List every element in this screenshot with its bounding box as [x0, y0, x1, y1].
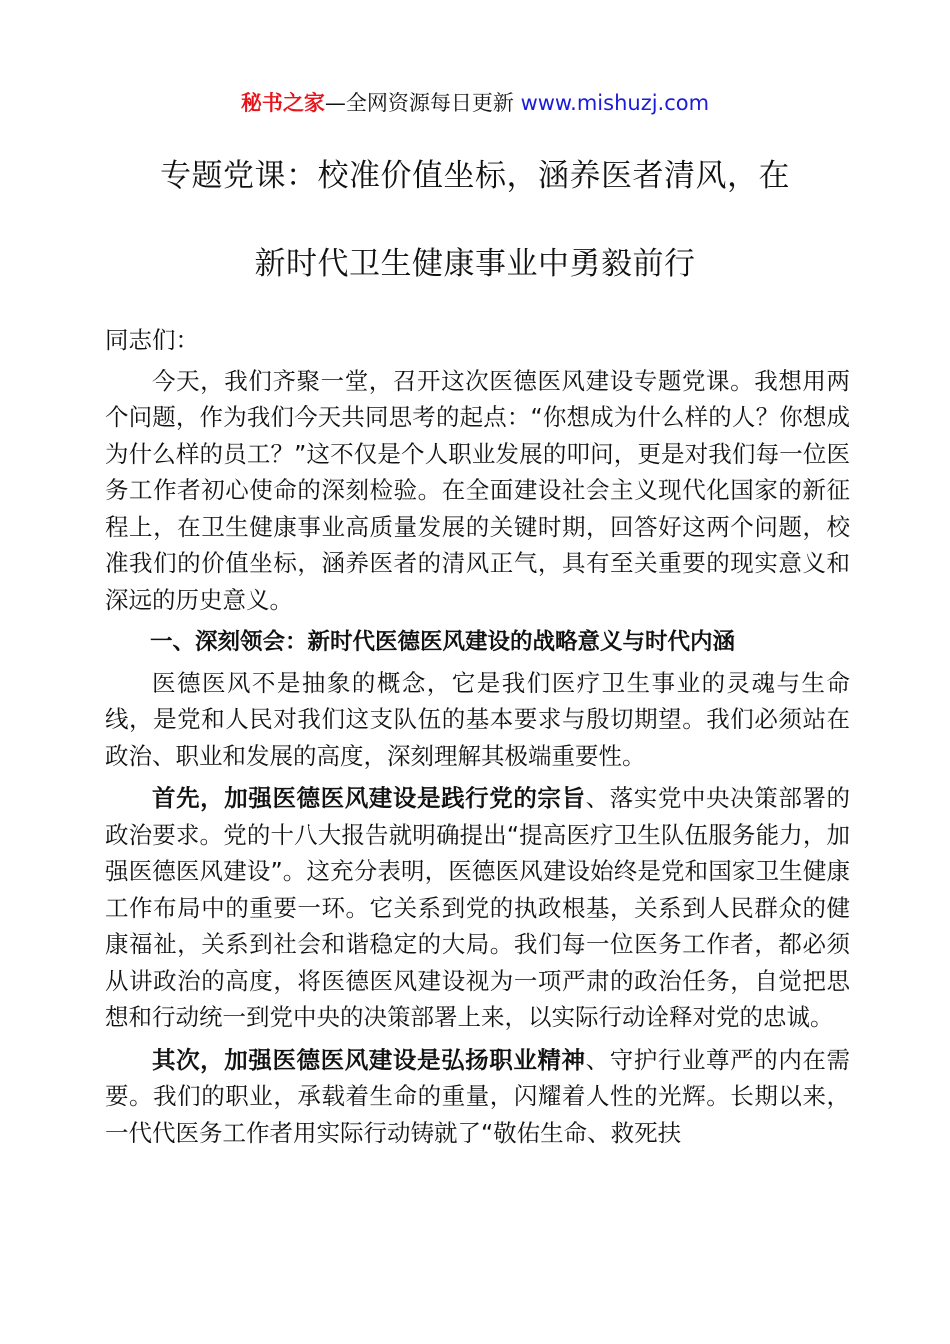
point-2-lead: 其次，加强医德医风建设是弘扬职业精神 — [152, 1045, 586, 1074]
point-2-body: 、守护行业尊严的内在需要。我们的职业，承载着生命的重量，闪耀着人性的光辉。长期以来，一代代医务工作者用实际行动铸就了“敬佑生命、救死扶 — [105, 1045, 851, 1147]
document-title-line-1: 专题党课：校准价值坐标，涵养医者清风，在 — [160, 158, 790, 194]
document-title-line-2: 新时代卫生健康事业中勇毅前行 — [254, 246, 696, 282]
greeting: 同志们： — [105, 326, 199, 354]
point-1-body: 、落实党中央决策部署的政治要求。党的十八大报告就明确提出“提高医疗卫生队伍服务能力，加强医德医风建设”。这充分表明，医德医风建设始终是党和国家卫生健康工作布局中的重要一环。它关系到党的执政根基，关系到人民群众的健康福祉，关系到社会和谐稳定的大局。我们每一位医务工作者，都必须从讲政治的高度，将医德医风建设视为一项严肃的政治任务，自觉把思想和行动统一到党中央的决策部署上来，以实际行动诠释对党的忠诚。 — [105, 784, 851, 1031]
section-1-intro: 医德医风不是抽象的概念，它是我们医疗卫生事业的灵魂与生命线，是党和人民对我们这支队伍的基本要求与殷切期望。我们必须站在政治、职业和发展的高度，深刻理解其极端重要性。 — [105, 668, 850, 770]
opening-paragraph: 今天，我们齐聚一堂，召开这次医德医风建设专题党课。我想用两个问题，作为我们今天共同思考的起点：“你想成为什么样的人？你想成为什么样的员工？”这不仅是个人职业发展的叩问，更是对我们每一位医务工作者初心使命的深刻检验。在全面建设社会主义现代化国家的新征程上，在卫生健康事业高质量发展的关键时期，回答好这两个问题，校准我们的价值坐标，涵养医者的清风正气，具有至关重要的现实意义和深远的历史意义。 — [105, 366, 850, 614]
section-1-point-2 — [105, 1042, 850, 1152]
site-tagline: —全网资源每日更新 — [324, 91, 521, 115]
site-url-link[interactable]: www.mishuzj.com — [520, 91, 710, 115]
section-heading-1: 一、深刻领会：新时代医德医风建设的战略意义与时代内涵 — [150, 629, 736, 655]
document-body — [105, 322, 850, 1157]
point-1-lead: 首先，加强医德医风建设是践行党的宗旨 — [152, 784, 586, 812]
site-header — [0, 88, 950, 118]
section-1-point-1 — [105, 780, 850, 1036]
site-brand: 秘书之家 — [240, 91, 325, 115]
